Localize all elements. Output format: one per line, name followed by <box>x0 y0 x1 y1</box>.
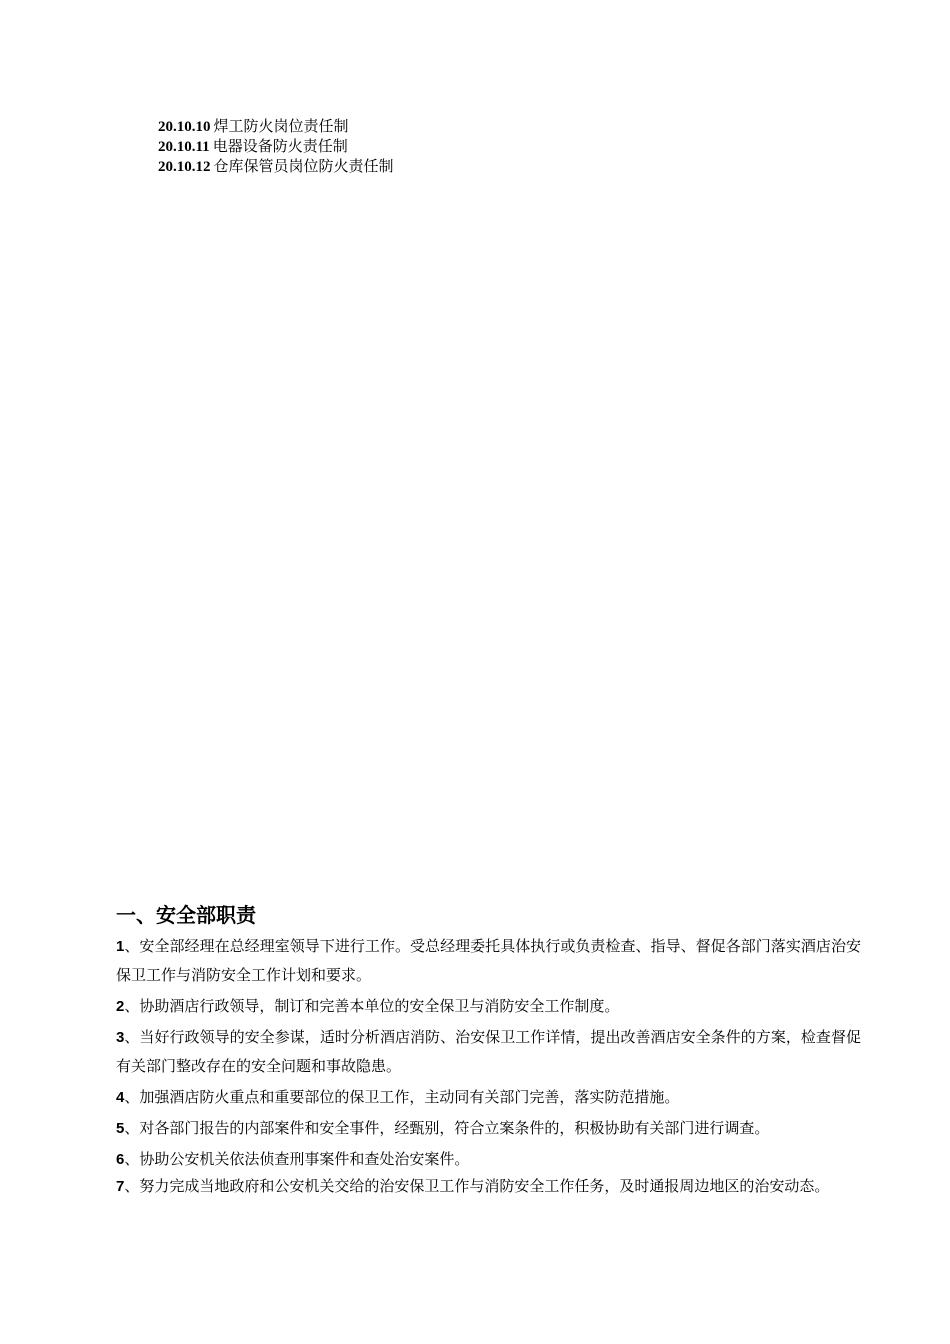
section-safety-department-duties <box>116 900 861 1203</box>
toc-entry <box>158 116 758 136</box>
duty-item <box>116 1114 861 1143</box>
duty-item-number: 2 <box>116 998 125 1015</box>
toc-entry-number: 20.10.10 <box>158 119 211 135</box>
duty-item-text: 、协助公安机关依法侦查刑事案件和查处治安案件。 <box>124 1150 470 1168</box>
toc-entry <box>158 136 758 156</box>
duty-item-text: 、加强酒店防火重点和重要部位的保卫工作，主动同有关部门完善，落实防范措施。 <box>124 1088 680 1106</box>
toc-entry <box>158 156 758 176</box>
section-heading: 一、安全部职责 <box>116 903 256 927</box>
duty-item <box>116 932 861 990</box>
duty-item-number: 6 <box>116 1151 125 1168</box>
duty-item <box>116 1145 861 1174</box>
duty-item-text: 、协助酒店行政领导，制订和完善本单位的安全保卫与消防安全工作制度。 <box>124 997 620 1015</box>
duty-item-text: 、当好行政领导的安全参谋，适时分析酒店消防、治安保卫工作详情，提出改善酒店安全条件的方案，检查督促有关部门整改存在的安全问题和事故隐患。 <box>116 1028 861 1075</box>
toc-entry-title: 仓库保管员岗位防火责任制 <box>213 157 394 175</box>
duty-item-text: 、安全部经理在总经理室领导下进行工作。受总经理委托具体执行或负责检查、指导、督促各部门落实酒店治安保卫工作与消防安全工作计划和要求。 <box>116 937 861 984</box>
duty-item-number: 1 <box>116 938 125 955</box>
toc-entry-title: 焊工防火岗位责任制 <box>213 117 349 135</box>
toc-entry-number: 20.10.12 <box>158 159 211 175</box>
duty-item-number: 5 <box>116 1120 125 1137</box>
toc-entry-number: 20.10.11 <box>158 139 210 155</box>
duty-item <box>116 992 861 1021</box>
duty-item-number: 4 <box>116 1089 125 1106</box>
duty-item <box>116 1083 861 1112</box>
duty-item-number: 3 <box>116 1029 125 1046</box>
table-of-contents <box>158 116 758 176</box>
duty-item-text: 、努力完成当地政府和公安机关交给的治安保卫工作与消防安全工作任务，及时通报周边地区的治安动态。 <box>124 1177 830 1195</box>
duty-item <box>116 1023 861 1081</box>
duty-item-text: 、对各部门报告的内部案件和安全事件，经甄别，符合立案条件的，积极协助有关部门进行调查。 <box>124 1119 770 1137</box>
duty-item <box>116 1172 861 1201</box>
toc-entry-title: 电器设备防火责任制 <box>212 137 348 155</box>
duty-item-number: 7 <box>116 1178 125 1195</box>
